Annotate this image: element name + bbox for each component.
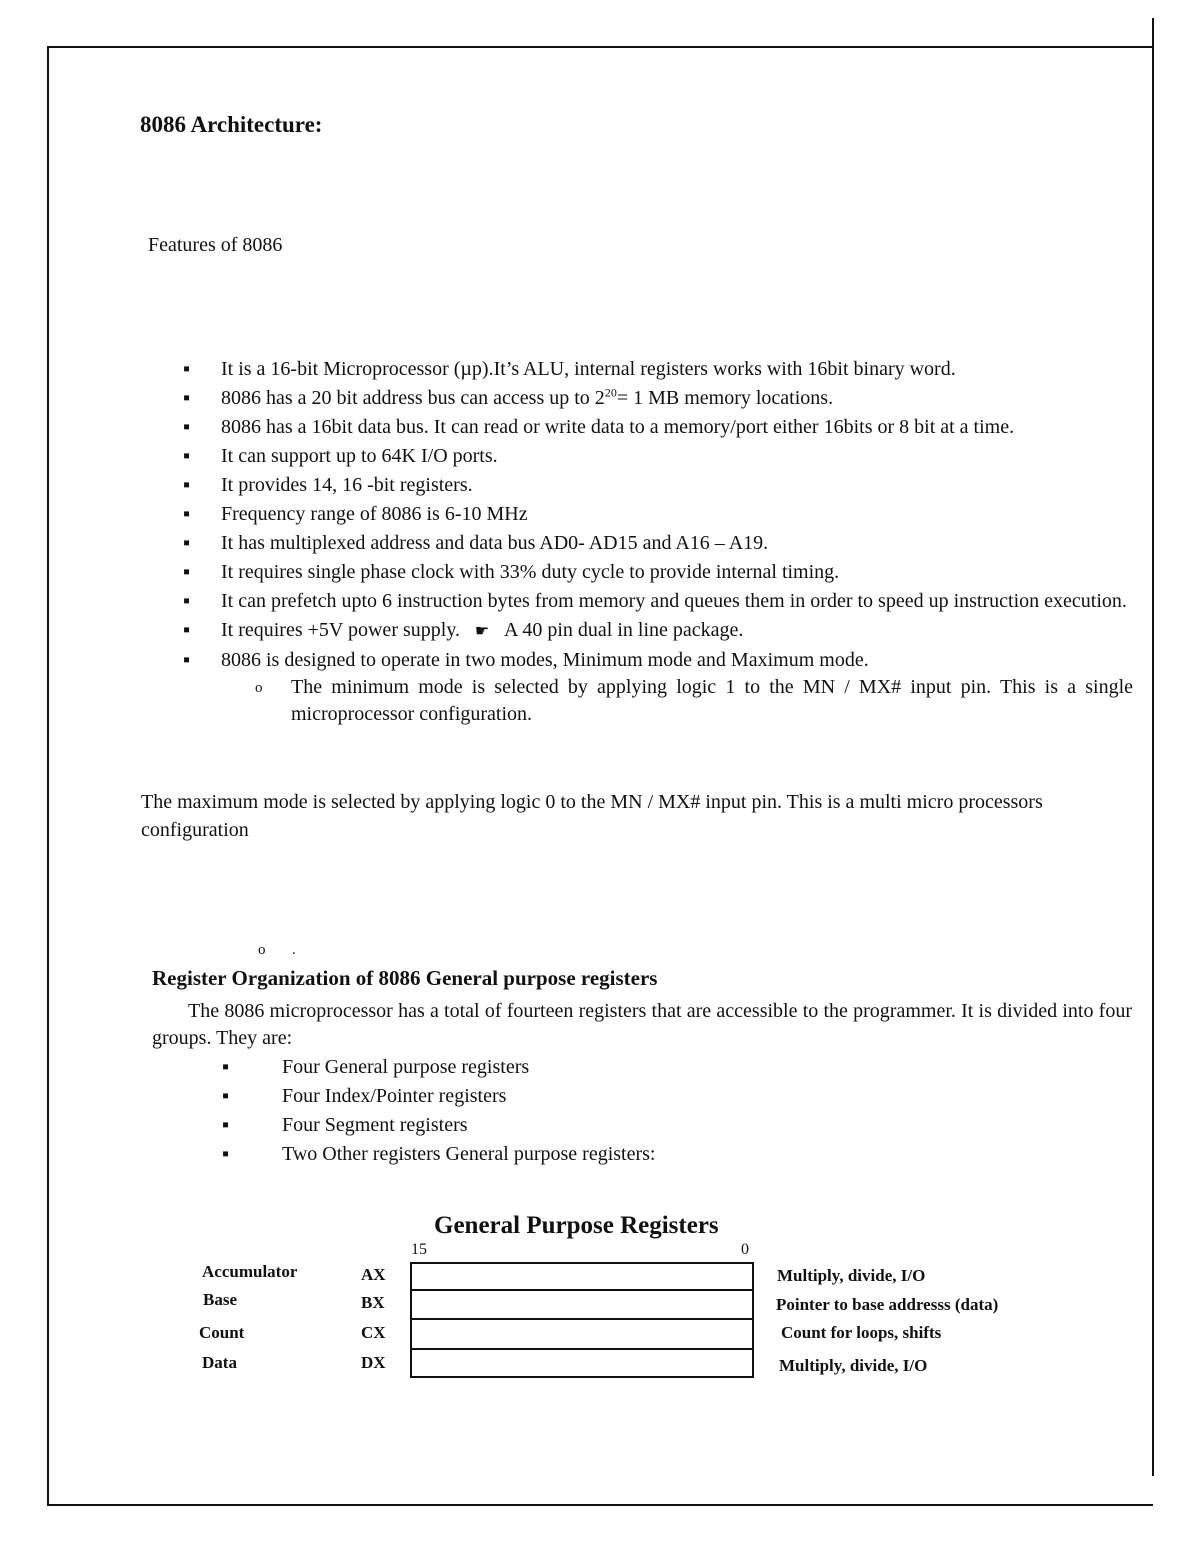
register-name-cx: Count xyxy=(199,1323,245,1342)
bit-high-label: 15 xyxy=(411,1241,427,1258)
register-paragraph: The 8086 microprocessor has a total of fourteen registers that are accessible to the programmer. It is divided into four groups. They are: xyxy=(152,1000,1132,1049)
page-border-top xyxy=(47,46,1153,48)
bullet-icon: ▪ xyxy=(222,1085,230,1107)
pointing-hand-icon: ☛ xyxy=(474,623,490,640)
bullet-icon: ▪ xyxy=(183,590,191,612)
register-box xyxy=(410,1262,754,1378)
figure-title: General Purpose Registers xyxy=(434,1212,719,1239)
register-code-bx: BX xyxy=(361,1293,385,1312)
bullet-icon: ▪ xyxy=(183,416,191,438)
sub-bullet-icon: o xyxy=(255,680,263,696)
list-item: ▪ It is a 16-bit Microprocessor (µp).It’s ALU, internal registers works with 16bit binary word. xyxy=(183,356,1133,383)
bullet-icon: ▪ xyxy=(183,387,191,409)
bullet-icon: ▪ xyxy=(222,1114,230,1136)
bullet-icon: ▪ xyxy=(222,1143,230,1165)
page-border-right xyxy=(1152,46,1154,1476)
features-list xyxy=(183,356,1133,730)
bullet-icon: ▪ xyxy=(183,649,191,671)
stray-bullet: o xyxy=(258,942,266,958)
bullet-icon: ▪ xyxy=(222,1056,230,1078)
list-item: ▪ It requires single phase clock with 33% duty cycle to provide internal timing. xyxy=(183,559,1133,586)
list-item: ▪ It provides 14, 16 -bit registers. xyxy=(183,472,1133,499)
register-desc-bx: Pointer to base addresss (data) xyxy=(776,1295,999,1314)
bit-low-label: 0 xyxy=(741,1241,749,1258)
list-item: ▪ It requires +5V power supply. ☛ A 40 pin dual in line package. xyxy=(183,617,1133,645)
bullet-icon: ▪ xyxy=(183,619,191,641)
register-code-dx: DX xyxy=(361,1353,386,1372)
list-item: ▪ It can prefetch upto 6 instruction bytes from memory and queues them in order to speed up instruction execution. xyxy=(183,588,1133,615)
register-divider xyxy=(410,1289,754,1291)
page-title: 8086 Architecture: xyxy=(140,112,323,137)
list-item: ▪ Two Other registers General purpose registers: xyxy=(222,1140,655,1169)
max-mode-paragraph: The maximum mode is selected by applying logic 0 to the MN / MX# input pin. This is a multi micro processors configuration xyxy=(141,791,1043,841)
register-divider xyxy=(410,1318,754,1320)
register-desc-dx: Multiply, divide, I/O xyxy=(779,1356,928,1375)
bullet-icon: ▪ xyxy=(183,445,191,467)
bullet-icon: ▪ xyxy=(183,358,191,380)
register-groups-list xyxy=(222,1053,655,1169)
sub-list-item: o The minimum mode is selected by applying logic 1 to the MN / MX# input pin. This is a single microprocessor configuration. xyxy=(255,676,1133,725)
list-item: ▪ It can support up to 64K I/O ports. xyxy=(183,443,1133,470)
sub-list xyxy=(221,674,1133,728)
page-border-bottom xyxy=(47,1504,1153,1506)
list-item: ▪ Frequency range of 8086 is 6-10 MHz xyxy=(183,501,1133,528)
page-border-left xyxy=(47,46,49,1504)
list-item: ▪ It has multiplexed address and data bus AD0- AD15 and A16 – A19. xyxy=(183,530,1133,557)
bullet-icon: ▪ xyxy=(183,503,191,525)
list-item: ▪ Four Segment registers xyxy=(222,1111,655,1140)
register-desc-ax: Multiply, divide, I/O xyxy=(777,1266,926,1285)
register-code-cx: CX xyxy=(361,1323,386,1342)
register-name-bx: Base xyxy=(203,1290,237,1309)
list-item: ▪ 8086 has a 20 bit address bus can access up to $2^{20}= 1$ MB memory locations. xyxy=(183,385,1133,412)
features-subtitle: Features of 8086 xyxy=(148,234,283,256)
bullet-icon: ▪ xyxy=(183,532,191,554)
register-heading: Register Organization of 8086 General purpose registers xyxy=(152,966,658,990)
list-item: ▪ Four General purpose registers xyxy=(222,1053,655,1082)
page-border-right-stub xyxy=(1152,18,1154,46)
register-desc-cx: Count for loops, shifts xyxy=(781,1323,942,1342)
bullet-icon: ▪ xyxy=(183,474,191,496)
register-divider xyxy=(410,1348,754,1350)
register-name-dx: Data xyxy=(202,1353,237,1372)
list-item: ▪ 8086 is designed to operate in two modes, Minimum mode and Maximum mode. o The minimum mode is selected by applying logic 1 to the MN / MX# input pin. This is a single microprocessor configuration. xyxy=(183,647,1133,728)
stray-dot: . xyxy=(292,942,296,958)
list-item: ▪ 8086 has a 16bit data bus. It can read or write data to a memory/port either 16bits or 8 bit at a time. xyxy=(183,414,1133,441)
list-item: ▪ Four Index/Pointer registers xyxy=(222,1082,655,1111)
bullet-icon: ▪ xyxy=(183,561,191,583)
register-name-ax: Accumulator xyxy=(202,1262,298,1281)
register-code-ax: AX xyxy=(361,1265,386,1284)
